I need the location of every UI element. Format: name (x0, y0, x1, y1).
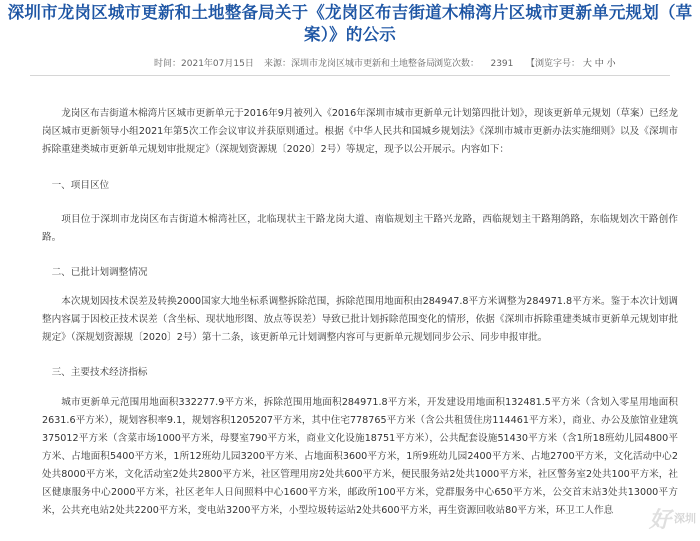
section-heading-plan-adjustment: 二、已批计划调整情况 (51, 267, 148, 278)
location-paragraph: 项目位于深圳市龙岗区布吉街道木棉湾社区，北临现状主干路龙岗大道、南临规划主干路兴龙路，西临规划主干路翔鸽路，东临规划次干路创作路。 (42, 214, 678, 243)
font-small-button[interactable]: 小 (606, 59, 616, 69)
publish-date: 时间：2021年07月15日 (154, 59, 254, 69)
font-large-button[interactable]: 大 (582, 59, 592, 69)
view-count: 浏览次数： 2391 (434, 59, 514, 69)
plan-adjustment-paragraph: 本次规划因技术误差及转换2000国家大地坐标系调整拆除范围，拆除范围用地面积由284947.8平方米调整为284971.8平方米。鉴于本次计划调整内容属于因校正技术误差（含坐标、现状地形图、放点等误差）导致已批计划拆除范围变化的情形，依据《深圳市拆除重建类城市更新单元规划审批规定》（深规划资源规〔2020〕2号）第十二条，该更新单元计划调整内容可与更新单元规划同步公示、同步申报审批。 (42, 296, 678, 343)
section-heading-location: 一、项目区位 (51, 180, 110, 191)
font-medium-button[interactable]: 中 (594, 59, 604, 69)
section-heading-indicators: 三、主要技术经济指标 (51, 367, 148, 378)
indicators-paragraph: 城市更新单元范围用地面积332277.9平方米，拆除范围用地面积284971.8平方米，开发建设用地面积132481.5平方米（含划入零星用地面积2631.6平方米），规划容积率9.1，规划容积1205207平方米，其中住宅778765平方米（含公共租赁住房114461平方米），商业、办公及旅馆业建筑375012平方米（含菜市场1000平方米，母婴室790平方米，商业文化设施18751平方米），公共配套设施51430平方米（含1所18班幼儿园4800平方米、占地面积5400平方米，1所12班幼儿园3200平方米、占地面积3600平方米，1所9班幼儿园2400平方米、占地2700平方米，文化活动中心2处共8000平方米，文化活动室2处共2800平方米，社区管理用房2处共600平方米，便民服务站2处共1000平方米，社区警务室2处共100平方米，社区健康服务中心2000平方米，社区老年人日间照料中心1600平方米，邮政所100平方米，党群服务中心650平方米，公交首末站3处共13000平方米，公共充电站2处共2200平方米，变电站3200平方米，小型垃圾转运站2处共600平方米，再生资源回收站80平方米，环卫工人作息 (42, 397, 678, 516)
intro-paragraph: 龙岗区布吉街道木棉湾片区城市更新单元于2016年9月被列入《2016年深圳市城市更新单元计划第四批计划》，现该更新单元规划（草案）已经龙岗区城市更新领导小组2021年第5次工作会议审议并获原则通过。根据《中华人民共和国城乡规划法》《深圳市城市更新办法实施细则》以及《深圳市拆除重建类城市更新单元规划审批规定》（深规划资源规〔2020〕2号）等规定，现予以公开展示。内容如下： (42, 108, 678, 155)
article-title-line2: 案）》的公示 (304, 25, 396, 44)
article-title (0, 2, 700, 46)
header-divider (30, 75, 670, 76)
article-source: 来源：深圳市龙岗区城市更新和土地整备局 (264, 59, 436, 69)
watermark-logo: 好 深圳 (648, 507, 696, 533)
article-title-line1: 深圳市龙岗区城市更新和土地整备局关于《龙岗区布吉街道木棉湾片区城市更新单元规划（草 (7, 3, 693, 22)
font-size-selector: 【浏览字号： 大 中 小 (526, 59, 616, 69)
